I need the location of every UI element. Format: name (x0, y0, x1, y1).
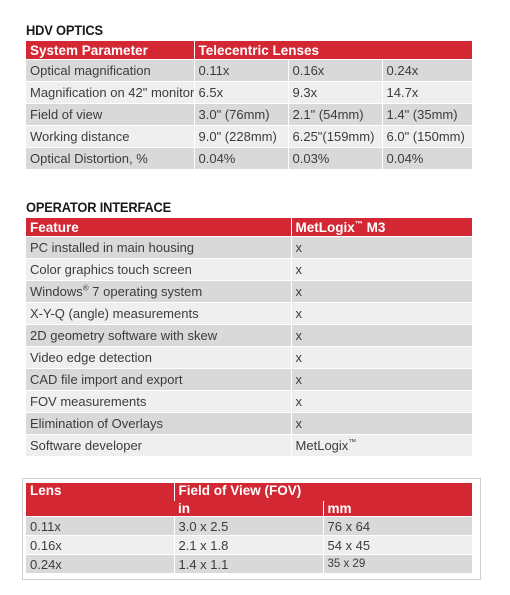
cell-mm: 76 x 64 (323, 517, 472, 536)
header-feature: Feature (26, 218, 291, 237)
cell-feature: X-Y-Q (angle) measurements (26, 303, 291, 325)
table-row (26, 413, 472, 435)
header-mm: mm (323, 501, 472, 517)
header-system-parameter: System Parameter (26, 41, 194, 60)
cell-value: 0.04% (194, 148, 288, 170)
table-row (26, 237, 472, 259)
cell-feature: FOV measurements (26, 391, 291, 413)
cell-value: x (291, 391, 472, 413)
cell-feature: Software developer (26, 435, 291, 457)
cell-value: x (291, 237, 472, 259)
header-in: in (174, 501, 323, 517)
cell-value: 1.4" (35mm) (382, 104, 472, 126)
cell-in: 3.0 x 2.5 (174, 517, 323, 536)
cell-value: 2.1" (54mm) (288, 104, 382, 126)
cell-value: 6.0" (150mm) (382, 126, 472, 148)
cell-value: 6.25"(159mm) (288, 126, 382, 148)
cell-parameter: Optical magnification (26, 60, 194, 82)
fov-table (26, 483, 472, 573)
cell-lens: 0.16x (26, 536, 174, 555)
table-row (26, 435, 472, 457)
cell-feature: Windows® 7 operating system (26, 281, 291, 303)
operator-interface-table (26, 218, 472, 456)
cell-value: MetLogix™ (291, 435, 472, 457)
cell-value: 14.7x (382, 82, 472, 104)
table-row (26, 104, 472, 126)
cell-parameter: Working distance (26, 126, 194, 148)
hdv-optics-title: HDV OPTICS (26, 22, 103, 38)
cell-in: 1.4 x 1.1 (174, 555, 323, 574)
cell-value: x (291, 347, 472, 369)
cell-value: x (291, 413, 472, 435)
cell-feature: 2D geometry software with skew (26, 325, 291, 347)
cell-value: x (291, 369, 472, 391)
cell-value: 0.04% (382, 148, 472, 170)
cell-value: x (291, 303, 472, 325)
cell-parameter: Magnification on 42" monitor (26, 82, 194, 104)
table-row (26, 391, 472, 413)
table-row (26, 126, 472, 148)
cell-value: 0.11x (194, 60, 288, 82)
table-row (26, 347, 472, 369)
table-row (26, 555, 472, 574)
cell-value: x (291, 259, 472, 281)
cell-feature: PC installed in main housing (26, 237, 291, 259)
table-row (26, 303, 472, 325)
table-row (26, 148, 472, 170)
cell-value: 6.5x (194, 82, 288, 104)
table-row (26, 536, 472, 555)
cell-value: x (291, 281, 472, 303)
table-row (26, 281, 472, 303)
header-lens: Lens (26, 483, 174, 517)
table-header-row (26, 41, 472, 60)
cell-mm: 54 x 45 (323, 536, 472, 555)
cell-parameter: Optical Distortion, % (26, 148, 194, 170)
cell-feature: Video edge detection (26, 347, 291, 369)
table-row (26, 259, 472, 281)
table-header-row (26, 483, 472, 501)
cell-value: 0.24x (382, 60, 472, 82)
table-row (26, 517, 472, 536)
operator-interface-title: OPERATOR INTERFACE (26, 199, 172, 215)
cell-feature: CAD file import and export (26, 369, 291, 391)
cell-value: 9.0" (228mm) (194, 126, 288, 148)
header-telecentric-lenses: Telecentric Lenses (194, 41, 472, 60)
table-row (26, 82, 472, 104)
hdv-optics-table (26, 41, 472, 169)
cell-parameter: Field of view (26, 104, 194, 126)
cell-value: 0.03% (288, 148, 382, 170)
header-field-of-view: Field of View (FOV) (174, 483, 472, 501)
cell-value: 3.0" (76mm) (194, 104, 288, 126)
cell-feature: Elimination of Overlays (26, 413, 291, 435)
cell-value: 9.3x (288, 82, 382, 104)
cell-lens: 0.11x (26, 517, 174, 536)
table-row (26, 60, 472, 82)
cell-in: 2.1 x 1.8 (174, 536, 323, 555)
cell-lens: 0.24x (26, 555, 174, 574)
cell-value: 0.16x (288, 60, 382, 82)
table-header-row (26, 218, 472, 237)
header-metlogix-m3: MetLogix™ M3 (291, 218, 472, 237)
cell-value: x (291, 325, 472, 347)
table-row (26, 325, 472, 347)
cell-feature: Color graphics touch screen (26, 259, 291, 281)
cell-mm: 35 x 29 (323, 555, 472, 574)
table-row (26, 369, 472, 391)
